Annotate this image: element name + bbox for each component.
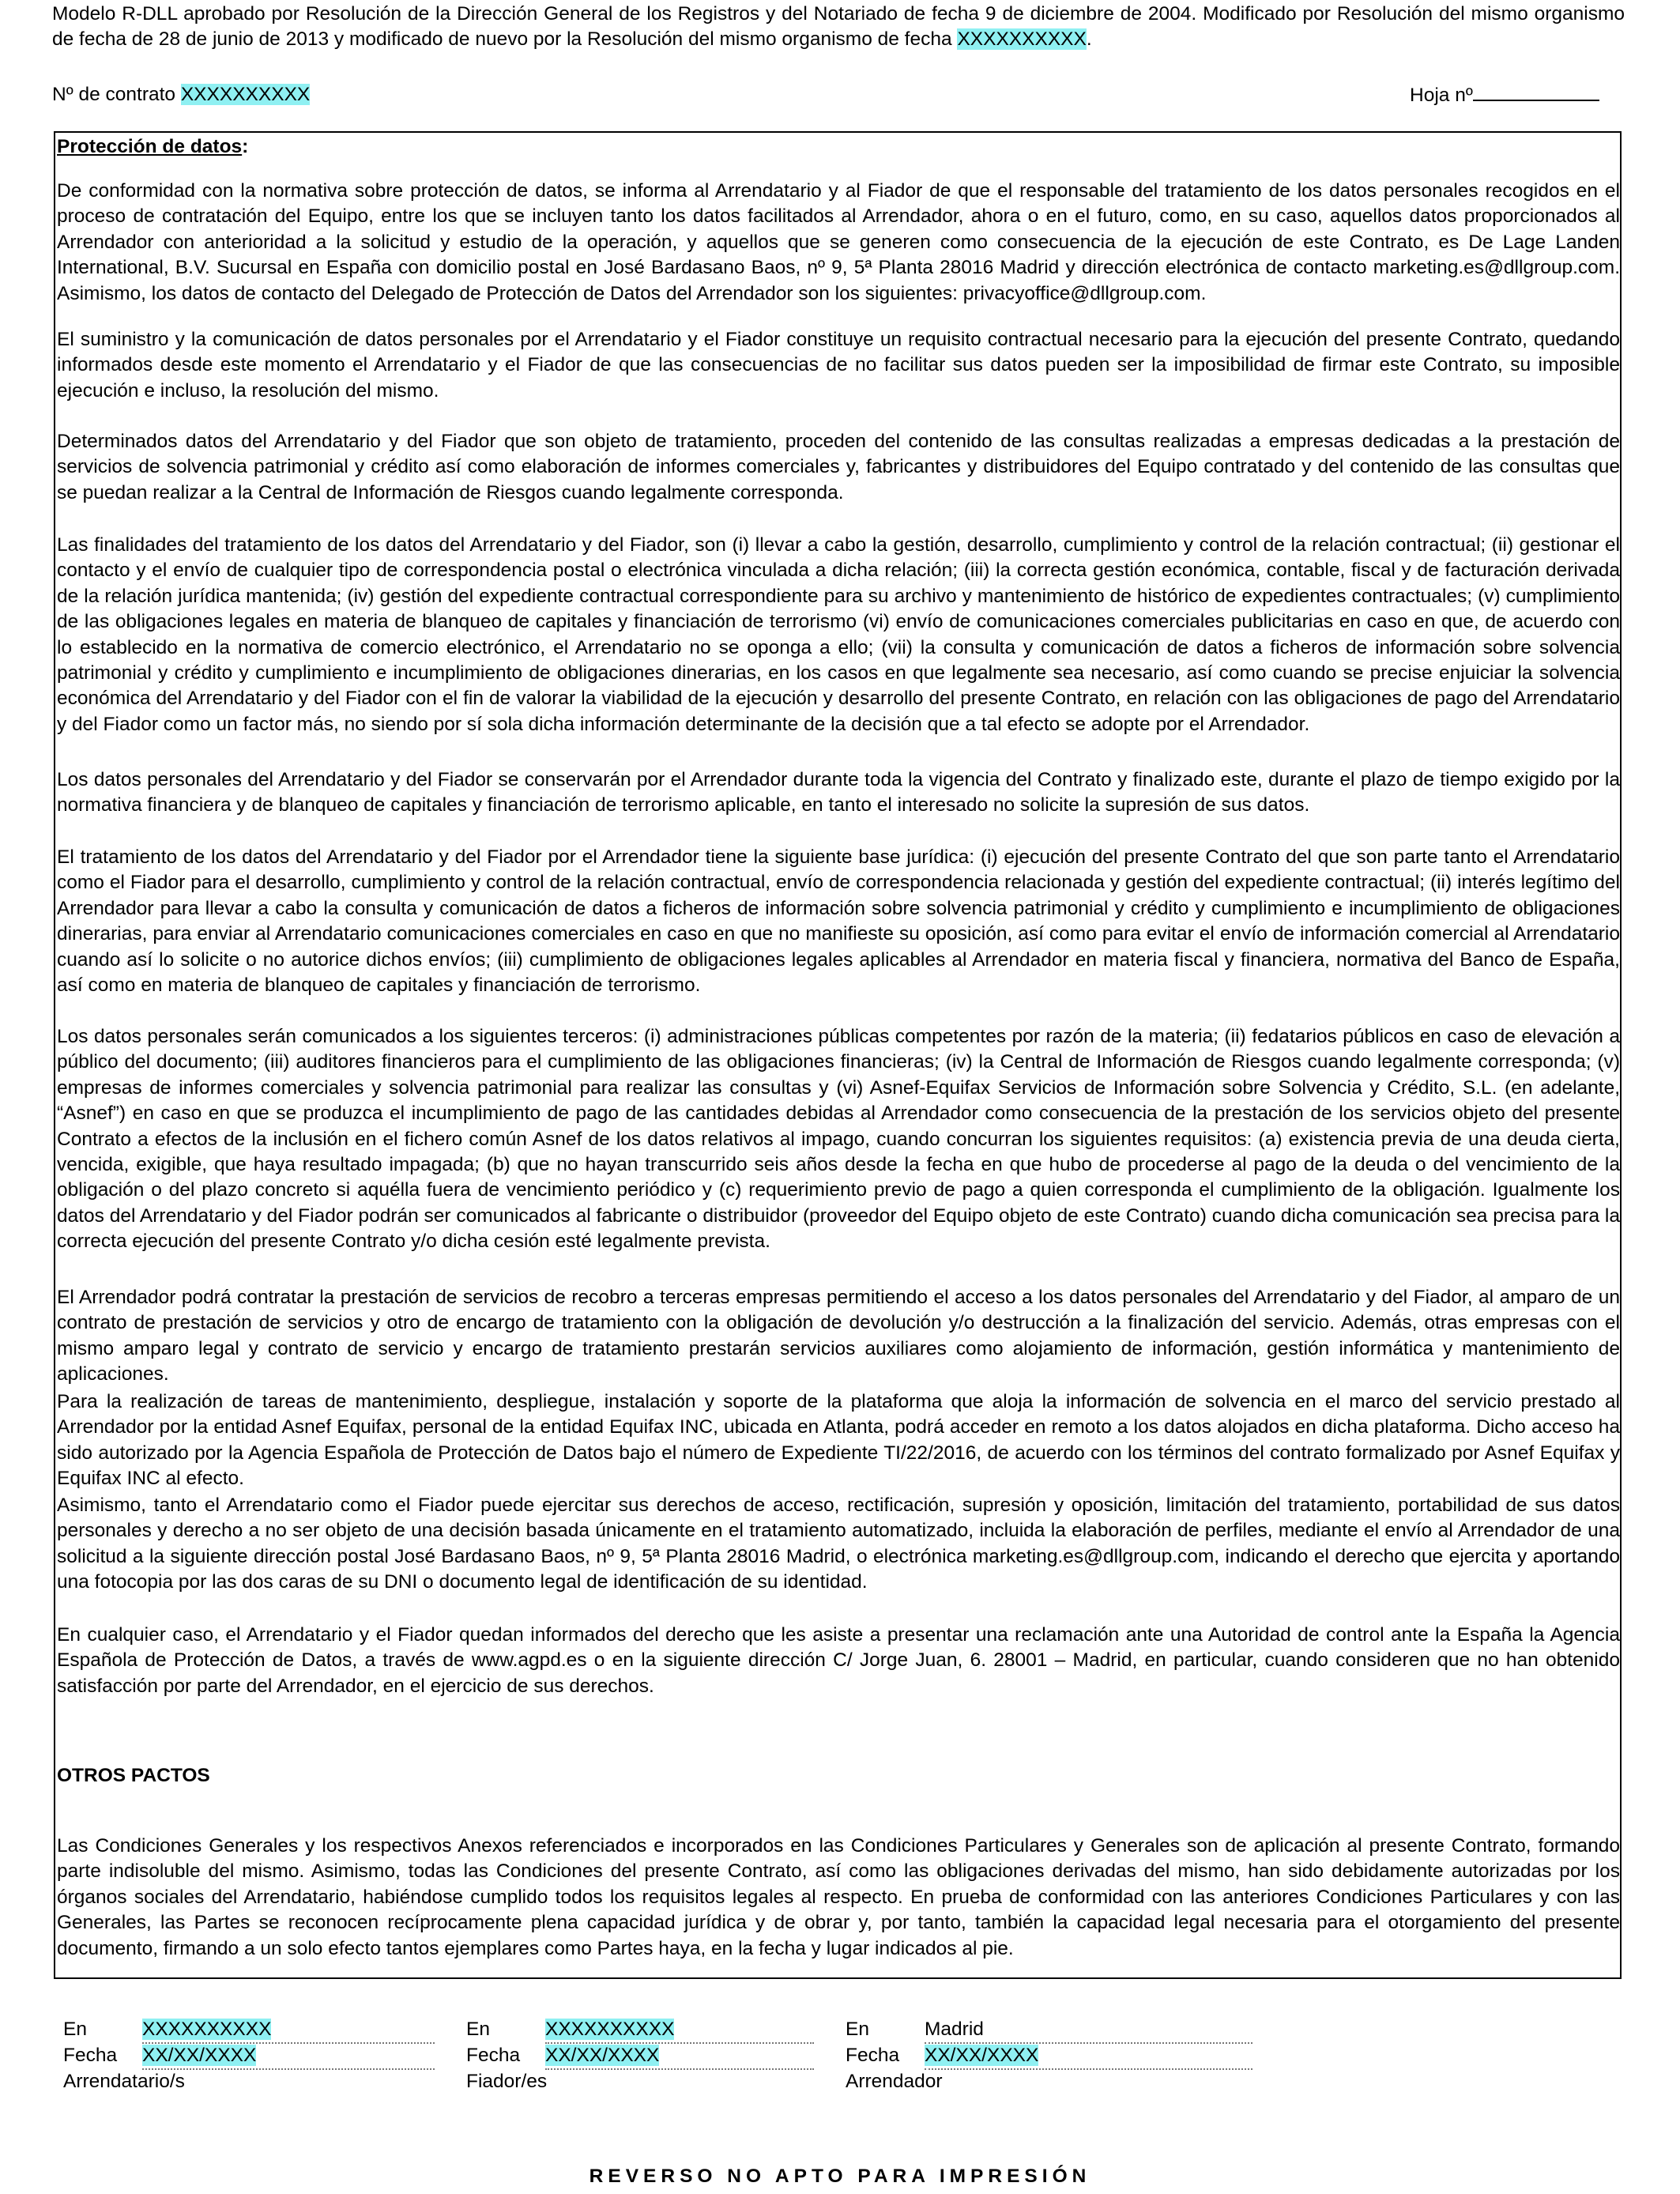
- place-field[interactable]: XXXXXXXXXX: [142, 2017, 435, 2044]
- place-field[interactable]: Madrid: [925, 2017, 1252, 2044]
- signature-area: [63, 2017, 1296, 2104]
- data-protection-paragraph: Las finalidades del tratamiento de los datos del Arrendatario y del Fiador, son (i) llevar a cabo la gestión, desarrollo, cumplimiento y control de la relación contractual; (ii) gestionar el contacto y el envío de cualquier tipo de correspondencia postal o electrónica vinculada a dicha relación; (iii) la correcta gestión económica, contable, fiscal y de facturación derivada de la relación jurídica mantenida; (iv) gestión del expediente contractual correspondiente para su archivo y mantenimiento de histórico de expedientes contractuales; (v) cumplimiento de las obligaciones legales en materia de blanqueo de capitales y financiación de terrorismo (vi) envío de comunicaciones comerciales publicitarias en caso en que, de acuerdo con lo establecido en la normativa de comercio electrónico, el Arrendatario no se oponga a ello; (vii) la consulta y comunicación de datos a ficheros de información sobre solvencia patrimonial y crédito y cumplimiento e incumplimiento de obligaciones dinerarias, en los casos en que legalmente sea necesario, así como cuando se precise enjuiciar la solvencia económica del Arrendatario y del Fiador con el fin de valorar la viabilidad de la ejecución y desarrollo del presente Contrato, en relación con las obligaciones de pago del Arrendatario y del Fiador como un factor más, no siendo por sí sola dicha información determinante de la decisión que a tal efecto se adopte por el Arrendador.: [57, 534, 1620, 735]
- data-protection-paragraph: Determinados datos del Arrendatario y del Fiador que son objeto de tratamiento, proceden del contenido de las consultas realizadas a empresas dedicadas a la prestación de servicios de solvencia patrimonial y crédito así como elaboración de informes comerciales y, fabricantes y distribuidores del Equipo contratado y del contenido de las consultas que se puedan realizar a la Central de Información de Riesgos cuando legalmente corresponda.: [57, 431, 1620, 503]
- date-field[interactable]: XX/XX/XXXX: [545, 2043, 814, 2070]
- date-field[interactable]: XX/XX/XXXX: [142, 2043, 435, 2070]
- data-protection-paragraph: El Arrendador podrá contratar la prestación de servicios de recobro a terceras empresas permitiendo el acceso a los datos personales del Arrendatario y del Fiador, al amparo de un contrato de prestación de servicios y otro de encargo de tratamiento con la obligación de devolución y/o destrucción a la finalización del servicio. Además, otras empresas con el mismo amparo legal y contrato de servicio y encargo de tratamiento prestarán servicios auxiliares como alojamiento de información, gestión informática y mantenimiento de aplicaciones.: [57, 1287, 1620, 1385]
- data-protection-title: Protección de datos:: [57, 136, 249, 157]
- other-agreements-paragraph: Las Condiciones Generales y los respectivos Anexos referenciados e incorporados en las Condiciones Particulares y Generales son de aplicación al presente Contrato, formando parte indisoluble del mismo. Asimismo, todas las Condiciones del presente Contrato, así como las obligaciones derivadas del mismo, han sido debidamente autorizadas por los órganos sociales del Arrendatario, habiéndose cumplido todos los requisitos legales al respecto. En prueba de conformidad con las anteriores Condiciones Particulares y con las Generales, las Partes se reconocen recíprocamente plena capacidad jurídica y de obrar y, por tanto, también la capacidad legal necesaria para el otorgamiento del presente documento, firmando a un solo efecto tantos ejemplares como Partes haya, en la fecha y lugar indicados al pie.: [57, 1835, 1620, 1959]
- signature-block-guarantor: [466, 2017, 814, 2095]
- contract-number-field[interactable]: XXXXXXXXXX: [180, 84, 311, 105]
- date-label: Fecha: [846, 2045, 900, 2066]
- model-header-text: Modelo R-DLL aprobado por Resolución de la Dirección General de los Registros y del Notariado de fecha 9 de diciembre de 2004. Modificado por Resolución del mismo organismo de fecha de 28 de junio de 2013 y modificado de nuevo por la Resolución del mismo organismo de fecha: [52, 3, 1625, 50]
- model-header: [52, 2, 1625, 52]
- signature-block-lessor: [846, 2017, 1252, 2095]
- model-header-end: .: [1086, 28, 1092, 50]
- data-protection-paragraph: De conformidad con la normativa sobre protección de datos, se informa al Arrendatario y al Fiador de que el responsable del tratamiento de los datos personales recogidos en el proceso de contratación del Equipo, entre los que se incluyen tanto los datos facilitados al Arrendador, ahora o en el futuro, como, en su caso, aquellos datos proporcionados al Arrendador con anterioridad a la solicitud y estudio de la operación, y aquellos que se generen como consecuencia de la ejecución de este Contrato, es De Lage Landen International, B.V. Sucursal en España con domicilio postal en José Bardasano Baos, nº 9, 5ª Planta 28016 Madrid y dirección electrónica de contacto marketing.es@dllgroup.com. Asimismo, los datos de contacto del Delegado de Protección de Datos del Arrendador son los siguientes: privacyoffice@dllgroup.com.: [57, 180, 1620, 304]
- contract-number-label: Nº de contrato: [52, 84, 181, 105]
- data-protection-paragraph: El tratamiento de los datos del Arrendatario y del Fiador por el Arrendador tiene la siguiente base jurídica: (i) ejecución del presente Contrato del que son parte tanto el Arrendatario como el Fiador para el desarrollo, cumplimiento y control de la relación contractual, envío de correspondencia relacionada y gestión del expediente contractual; (ii) interés legítimo del Arrendador para llevar a cabo la consulta y comunicación de datos a ficheros de información sobre solvencia patrimonial y crédito y cumplimiento e incumplimiento de obligaciones dinerarias, para enviar al Arrendatario comunicaciones comerciales en caso en que no manifieste su oposición, así como para evitar el envío de información comercial al Arrendatario cuando así lo solicite o no autorice dichos envíos; (iii) cumplimiento de obligaciones legales aplicables al Arrendador en materia fiscal y financiera, normativa del Banco de España, así como en materia de blanqueo de capitales y financiación de terrorismo.: [57, 846, 1620, 997]
- clauses-box: [54, 131, 1622, 1979]
- party-label: Arrendatario/s: [63, 2071, 185, 2092]
- place-field[interactable]: XXXXXXXXXX: [545, 2017, 814, 2044]
- contract-number-line: [52, 82, 310, 107]
- signature-block-lessee: [63, 2017, 435, 2095]
- date-label: Fecha: [63, 2045, 118, 2066]
- data-protection-paragraph: Para la realización de tareas de mantenimiento, despliegue, instalación y soporte de la plataforma que aloja la información de solvencia en el marco del servicio prestado al Arrendador por la entidad Asnef Equifax, personal de la entidad Equifax INC, ubicada en Atlanta, podrá acceder en remoto a los datos alojados en dicha plataforma. Dicho acceso ha sido autorizado por la Agencia Española de Protección de Datos bajo el número de Expediente TI/22/2016, de acuerdo con los términos del contrato formalizado por Asnef Equifax y Equifax INC al efecto.: [57, 1391, 1620, 1490]
- data-protection-paragraph: Asimismo, tanto el Arrendatario como el Fiador puede ejercitar sus derechos de acceso, rectificación, supresión y oposición, limitación del tratamiento, portabilidad de sus datos personales y derecho a no ser objeto de una decisión basada únicamente en el tratamiento automatizado, incluida la elaboración de perfiles, mediante el envío al Arrendador de una solicitud a la siguiente dirección postal José Bardasano Baos, nº 9, 5ª Planta 28016 Madrid, o electrónica marketing.es@dllgroup.com, indicando el derecho que ejercita y aportando una fotocopia por las dos caras de su DNI o documento legal de identificación de su identidad.: [57, 1495, 1620, 1593]
- data-protection-paragraph: Los datos personales del Arrendatario y del Fiador se conservarán por el Arrendador durante toda la vigencia del Contrato y finalizado este, durante el plazo de tiempo exigido por la normativa financiera y de blanqueo de capitales y financiación de terrorismo aplicable, en tanto el interesado no solicite la supresión de sus datos.: [57, 769, 1620, 816]
- sheet-number-label: Hoja nº: [1410, 85, 1473, 106]
- sheet-number-line: [1410, 82, 1599, 108]
- model-date-field[interactable]: XXXXXXXXXX: [957, 28, 1087, 50]
- sheet-number-field[interactable]: [1473, 82, 1599, 101]
- place-label: En: [63, 2019, 87, 2040]
- print-warning: REVERSO NO APTO PARA IMPRESIÓN: [589, 2166, 1091, 2187]
- data-protection-paragraph: El suministro y la comunicación de datos personales por el Arrendatario y el Fiador constituye un requisito contractual necesario para la ejecución del presente Contrato, quedando informados desde este momento el Arrendatario y el Fiador de que las consecuencias de no facilitar sus datos pueden ser la imposibilidad de firmar este Contrato, su imposible ejecución e incluso, la resolución del mismo.: [57, 329, 1620, 401]
- other-agreements-title: OTROS PACTOS: [57, 1765, 210, 1786]
- date-label: Fecha: [466, 2045, 521, 2066]
- party-label: Arrendador: [846, 2071, 943, 2092]
- place-label: En: [846, 2019, 869, 2040]
- place-label: En: [466, 2019, 490, 2040]
- data-protection-paragraph: Los datos personales serán comunicados a los siguientes terceros: (i) administraciones públicas competentes por razón de la materia; (ii) fedatarios públicos en caso de elevación a público del documento; (iii) auditores financieros para el cumplimiento de las obligaciones financieras; (iv) la Central de Información de Riesgos cuando legalmente corresponda; (v) empresas de informes comerciales y solvencia patrimonial para realizar las consultas y (vi) Asnef-Equifax Servicios de Información sobre Solvencia y Crédito, S.L. (en adelante, “Asnef”) en caso en que se produzca el incumplimiento de pago de las cantidades debidas al Arrendador como consecuencia de la prestación de los servicios objeto del presente Contrato a efectos de la inclusión en el fichero común Asnef de los datos relativos al impago, cuando concurran los siguientes requisitos: (a) existencia previa de una deuda cierta, vencida, exigible, que haya resultado impagada; (b) que no hayan transcurrido seis años desde la fecha en que hubo de procederse al pago de la deuda o del vencimiento de la obligación o del plazo concreto si aquélla fuera de vencimiento periódico y (c) requerimiento previo de pago a quien corresponda el cumplimiento de la obligación. Igualmente los datos del Arrendatario y del Fiador podrán ser comunicados al fabricante o distribuidor (proveedor del Equipo objeto de este Contrato) cuando dicha comunicación sea precisa para la correcta ejecución del presente Contrato y/o dicha cesión esté legalmente prevista.: [57, 1026, 1620, 1253]
- party-label: Fiador/es: [466, 2071, 548, 2092]
- date-field[interactable]: XX/XX/XXXX: [925, 2043, 1252, 2070]
- data-protection-paragraph: En cualquier caso, el Arrendatario y el Fiador quedan informados del derecho que les asiste a presentar una reclamación ante una Autoridad de control ante la España la Agencia Española de Protección de Datos, a través de www.agpd.es o en la siguiente dirección C/ Jorge Juan, 6. 28001 – Madrid, en particular, cuando consideren que no han obtenido satisfacción por parte del Arrendador, en el ejercicio de sus derechos.: [57, 1624, 1620, 1697]
